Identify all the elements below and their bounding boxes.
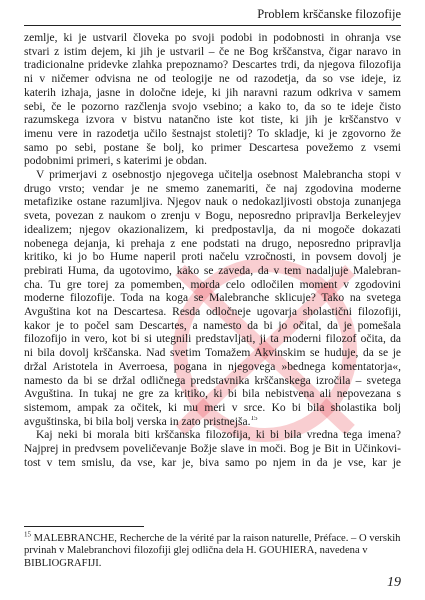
body-text <box>24 32 401 471</box>
running-title: Problem krščanske filozofije <box>257 7 401 21</box>
text-line-content: podobnimi primeri, s katerimi je obdan. <box>24 155 208 168</box>
text-line <box>24 73 401 87</box>
text-line-content: V primerjavi z osebnostjo njegovega učitelja osebnost Malebrancha stopi v <box>36 169 401 182</box>
text-line <box>24 196 401 210</box>
text-line-content: cha. Tu gre torej za pomemben, morda celo odločilen moment v zgodovini <box>24 278 401 291</box>
text-line-content: namesto da bi se držal odličnega predstavnika krščanskega izročila – svetega <box>24 374 401 387</box>
text-line <box>24 101 401 115</box>
page-header <box>0 0 425 30</box>
text-line <box>24 375 401 389</box>
text-line-content: imenu vere in razodetja učilo šestnajst stoletij? To skladje, ki je zgovorno že <box>24 127 401 140</box>
text-line-content: tost v tem smislu, da vse, kar je, biva samo po njem in da je vse, kar je <box>24 456 401 469</box>
text-line-content: zemlje, ki je ustvaril človeka po svoji podobi in podobnosti in ohranja vse <box>24 32 401 44</box>
text-line-content: filozofijo in vero, kot bi si utegnili predstavljati, ji ta moderni filozof očita, da <box>24 333 401 346</box>
text-line <box>24 142 401 156</box>
text-line <box>24 251 401 265</box>
text-line <box>24 210 401 224</box>
text-line-content: nobenega dejanja, ki prehaja z ene podstati na drugo, neposredno pripravlja <box>24 237 401 250</box>
text-line <box>24 224 401 238</box>
text-line-content: avguštinska, bi bila bolj verska in zato pristnejša. <box>24 415 251 428</box>
text-line <box>24 347 401 361</box>
text-line <box>24 87 401 101</box>
text-line-content: metafizike ostane razumljiva. Njegov nauk o nedokazljivosti obstoja zunanjega <box>24 196 401 209</box>
text-line <box>24 155 401 169</box>
text-line <box>24 457 401 471</box>
text-line <box>24 265 401 279</box>
text-line <box>24 46 401 60</box>
text-line <box>24 279 401 293</box>
header-rule <box>24 25 401 26</box>
text-line-content: Najprej in predvsem poveličevanje Božje slave in moči. Bog je Bit in Učinkovi- <box>24 443 401 456</box>
text-line-content: Kaj neki bi morala biti krščanska filozofija, ki bi bila vredna tega imena? <box>36 429 401 442</box>
text-line-content: Avguština kot na Descartesa. Resda odločneje ugovarja sholastični filozofiji, <box>24 306 401 319</box>
text-line <box>24 183 401 197</box>
text-line-content: samo po sebi, postane še bolj, ko primer Descartesa povežemo z vsemi <box>24 141 401 154</box>
text-line-content: katerih izhaja, jasne in določne ideje, ki jih naravni razum odkriva v samem <box>24 86 401 99</box>
text-line <box>24 388 401 402</box>
text-line-content: ni v ničemer odvisna ne od teologije ne od razodetja, da so vse ideje, iz <box>24 73 401 86</box>
text-line <box>24 306 401 320</box>
text-line <box>24 59 401 73</box>
text-line-content: idealizem; njegov okazionalizem, ki predpostavlja, da ni mogoče dokazati <box>24 223 401 236</box>
text-line-content: stvari z istim dejem, ki jih je ustvaril – če ne Bog krščanstva, čigar naravo in <box>24 45 401 58</box>
text-line <box>24 361 401 375</box>
text-line <box>24 169 401 183</box>
text-line-content: prebirati Huma, da ugotovimo, kako se zaveda, da v tem nadaljuje Malebran- <box>24 264 401 277</box>
footnote-rule <box>24 526 144 527</box>
text-line-content: Avguština. In tukaj ne gre za kritiko, ki bi bila nebistvena ali nepovezana s <box>24 388 401 401</box>
text-line <box>24 333 401 347</box>
text-line-content: držal Aristotela in Averroesa, pogana in njegovega »bednega komentatorja«, <box>24 360 401 373</box>
text-line-content: moderne filozofije. Toda na koga se Malebranche sklicuje? Tako na svetega <box>24 292 401 305</box>
text-line <box>24 429 401 443</box>
footnote-text: MALEBRANCHE, Recherche de la vérité par la raison naturelle, Préface. – O verskih prvinah v Malebranchovi filozofiji glej odlična dela H. GOUHIERA, navedena v BIBLIOGRAFIJI. <box>24 533 401 569</box>
footnote-ref[interactable]: 15 <box>250 415 258 422</box>
text-line-content: sistemom, ampak za očitek, ki mu meri v srce. Ko bi bila sholastika bolj <box>24 401 401 414</box>
text-line-content: drugo vrsto; vendar je ne smemo zanemariti, če naj zgodovina moderne <box>24 182 401 195</box>
text-line-content: ni bila dovolj krščanska. Nad svetim Tomažem Akvinskim se huduje, da se je <box>24 347 401 360</box>
text-line <box>24 32 401 46</box>
text-line-content: razumskega izvora v bistvu natančno iste kot tiste, ki jih je krščanstvo v <box>24 114 401 127</box>
text-line-content: sveta, povezan z naukom o zrenju v Bogu, neposredno pripravlja Berkeleyjev <box>24 210 401 223</box>
text-line-content: tradicionalne pridevke zlahka prepoznamo? Descartes trdi, da njegova filozofija <box>24 59 401 72</box>
text-line-content: sebi, če le pozorno razčlenja svojo vsebino; a kako to, da so te ideje čisto <box>24 100 401 113</box>
footnote-number: 15 <box>24 530 31 539</box>
text-line-content: kakor je to počel sam Descartes, a namesto da bi jo očital, da je pomešala <box>24 319 401 332</box>
text-line <box>24 114 401 128</box>
text-line <box>24 443 401 457</box>
text-line <box>24 320 401 334</box>
text-line <box>24 402 401 416</box>
text-line <box>24 128 401 142</box>
text-line-content: kritiko, ki jo bo Hume naperil proti načelu vzročnosti, in povsem dovolj je <box>24 251 401 264</box>
text-line <box>24 416 401 430</box>
text-line <box>24 292 401 306</box>
page-number: 19 <box>387 575 401 590</box>
text-line <box>24 238 401 252</box>
footnote <box>24 530 401 570</box>
